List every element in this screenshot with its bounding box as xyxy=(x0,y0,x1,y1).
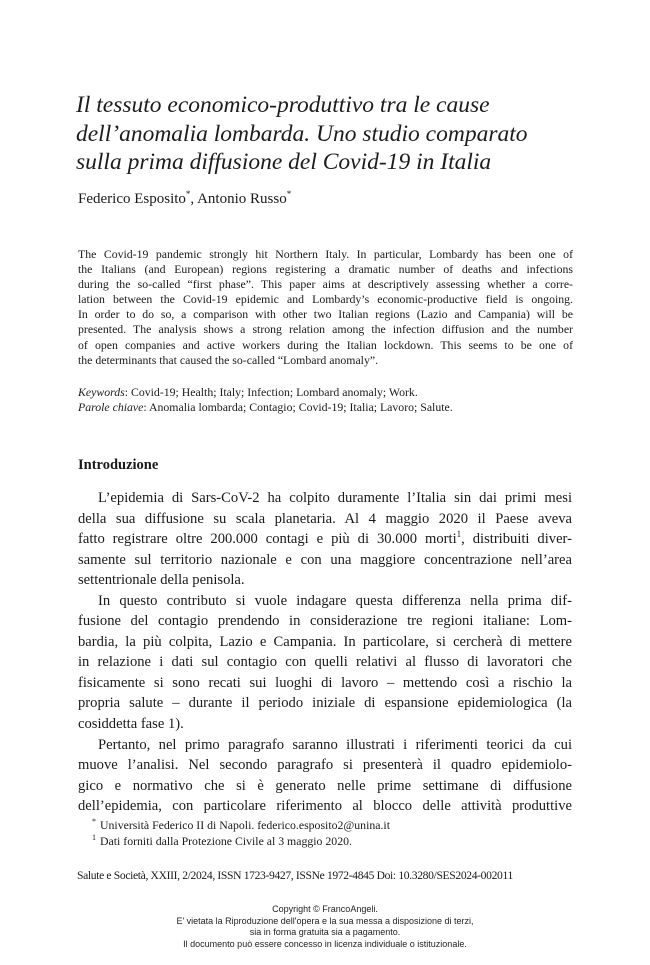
footnote-mark: * xyxy=(92,817,96,826)
body-line: propria salute – durante il periodo iniziale di espansione epidemiologica (la xyxy=(78,695,572,712)
abstract-line: the Italians (and European) regions registering a dramatic number of deaths and infections xyxy=(78,262,573,277)
paper-title xyxy=(76,91,596,177)
body-line: Pertanto, nel primo paragrafo saranno illustrati i riferimenti teorici da cui xyxy=(98,736,572,753)
journal-citation: Salute e Società, XXIII, 2/2024, ISSN 1723-9427, ISSNe 1972-4845 Doi: 10.3280/SES2024-002011 xyxy=(77,869,513,882)
body-line: dell’epidemia, con particolare riferimento al blocco delle attività produttive xyxy=(78,798,572,815)
abstract-line: The Covid-19 pandemic strongly hit Northern Italy. In particular, Lombardy has been one of xyxy=(78,247,573,261)
footnotes xyxy=(92,817,572,849)
body-line: settentrionale della penisola. xyxy=(78,572,245,589)
title-line: dell’anomalia lombarda. Uno studio comparato xyxy=(76,120,528,147)
affiliation-mark: * xyxy=(286,189,292,199)
abstract-line: of open companies and active workers during the Italian lockdown. This seems to be one of xyxy=(78,337,573,352)
title-line: Il tessuto economico-produttivo tra le cause xyxy=(76,92,490,118)
body-line: gico e normativo che si è generato nelle prime settimane di diffusione xyxy=(78,777,572,794)
footnote-text: Dati forniti dalla Protezione Civile al 3 maggio 2020. xyxy=(100,834,352,848)
footnote-text: Università Federico II di Napoli. federico.esposito2@unina.it xyxy=(100,818,390,832)
copyright-line: E' vietata la Riproduzione dell'opera e la sua messa a disposizione di terzi, xyxy=(176,915,474,926)
parole-chiave-line xyxy=(78,400,573,415)
body-line: samente sul territorio nazionale e con una maggiore concentrazione nell’area xyxy=(78,551,572,568)
body-line: bardia, la più colpita, Lazio e Campania. In particolare, si cercherà di mettere xyxy=(78,633,572,650)
author-name: Antonio Russo xyxy=(197,191,287,207)
abstract xyxy=(78,247,573,368)
copyright-line: sia in forma gratuita sia a pagamento. xyxy=(249,927,401,937)
body-line-part: fatto registrare oltre 200.000 contagi e più di 30.000 morti xyxy=(78,531,457,548)
body-line: cosiddetta fase 1). xyxy=(78,716,184,733)
author-list xyxy=(78,189,291,209)
abstract-line: In order to do so, a comparison with other two Italian regions (Lazio and Campania) will be xyxy=(78,307,573,322)
body-line-part: , distribuiti diver- xyxy=(461,531,572,548)
body-text xyxy=(78,488,572,817)
body-line: della sua diffusione su scala planetaria. Al 4 maggio 2020 il Paese aveva xyxy=(78,510,572,527)
keywords-text: : Covid-19; Health; Italy; Infection; Lombard anomaly; Work. xyxy=(124,385,418,399)
body-line: L’epidemia di Sars-CoV-2 ha colpito duramente l’Italia sin dai primi mesi xyxy=(98,490,572,506)
footnote-mark: 1 xyxy=(92,833,96,842)
abstract-line: lation between the Covid-19 epidemic and Lombardy’s economic-productive field is ongoing. xyxy=(78,292,573,307)
parole-chiave-label: Parole chiave xyxy=(78,400,144,415)
title-line: sulla prima diffusione del Covid-19 in Italia xyxy=(76,149,492,175)
body-line: in relazione i dati sul contagio con quelli relativi al flusso di lavoratori che xyxy=(78,654,572,671)
keywords-label: Keywords xyxy=(78,385,125,399)
body-line: muove l’analisi. Nel secondo paragrafo si presenterà il quadro epidemiolo- xyxy=(78,757,572,774)
body-line xyxy=(78,529,572,550)
body-line: In questo contributo si vuole indagare questa differenza nella prima dif- xyxy=(98,592,572,609)
keywords-line xyxy=(78,385,573,400)
abstract-line: during the so-called “first phase”. This paper aims at descriptively assessing whether a corre- xyxy=(78,277,573,292)
author-separator: , xyxy=(190,191,198,207)
footnote-ref: 1 xyxy=(456,529,462,540)
author-name: Federico Esposito xyxy=(78,191,186,207)
footnote xyxy=(92,817,572,833)
copyright-line: Il documento può essere concesso in licenza individuale o istituzionale. xyxy=(183,938,467,949)
affiliation-mark: * xyxy=(185,189,191,199)
section-heading: Introduzione xyxy=(78,457,159,473)
body-line: fusione del contagio prendendo in considerazione tre regioni italiane: Lom- xyxy=(78,613,572,630)
footnote xyxy=(92,833,572,849)
parole-chiave-text: : Anomalia lombarda; Contagio; Covid-19; Italia; Lavoro; Salute. xyxy=(143,400,453,415)
abstract-line: presented. The analysis shows a strong relation among the infection diffusion and the number xyxy=(78,322,573,337)
body-line: fisicamente si sono recati sui luoghi di lavoro – mettendo così a rischio la xyxy=(78,674,572,691)
abstract-line: the determinants that caused the so-called “Lombard anomaly”. xyxy=(78,352,379,367)
keywords-block xyxy=(78,385,573,416)
copyright-line: Copyright © FrancoAngeli. xyxy=(272,904,378,914)
copyright-notice xyxy=(100,904,550,950)
